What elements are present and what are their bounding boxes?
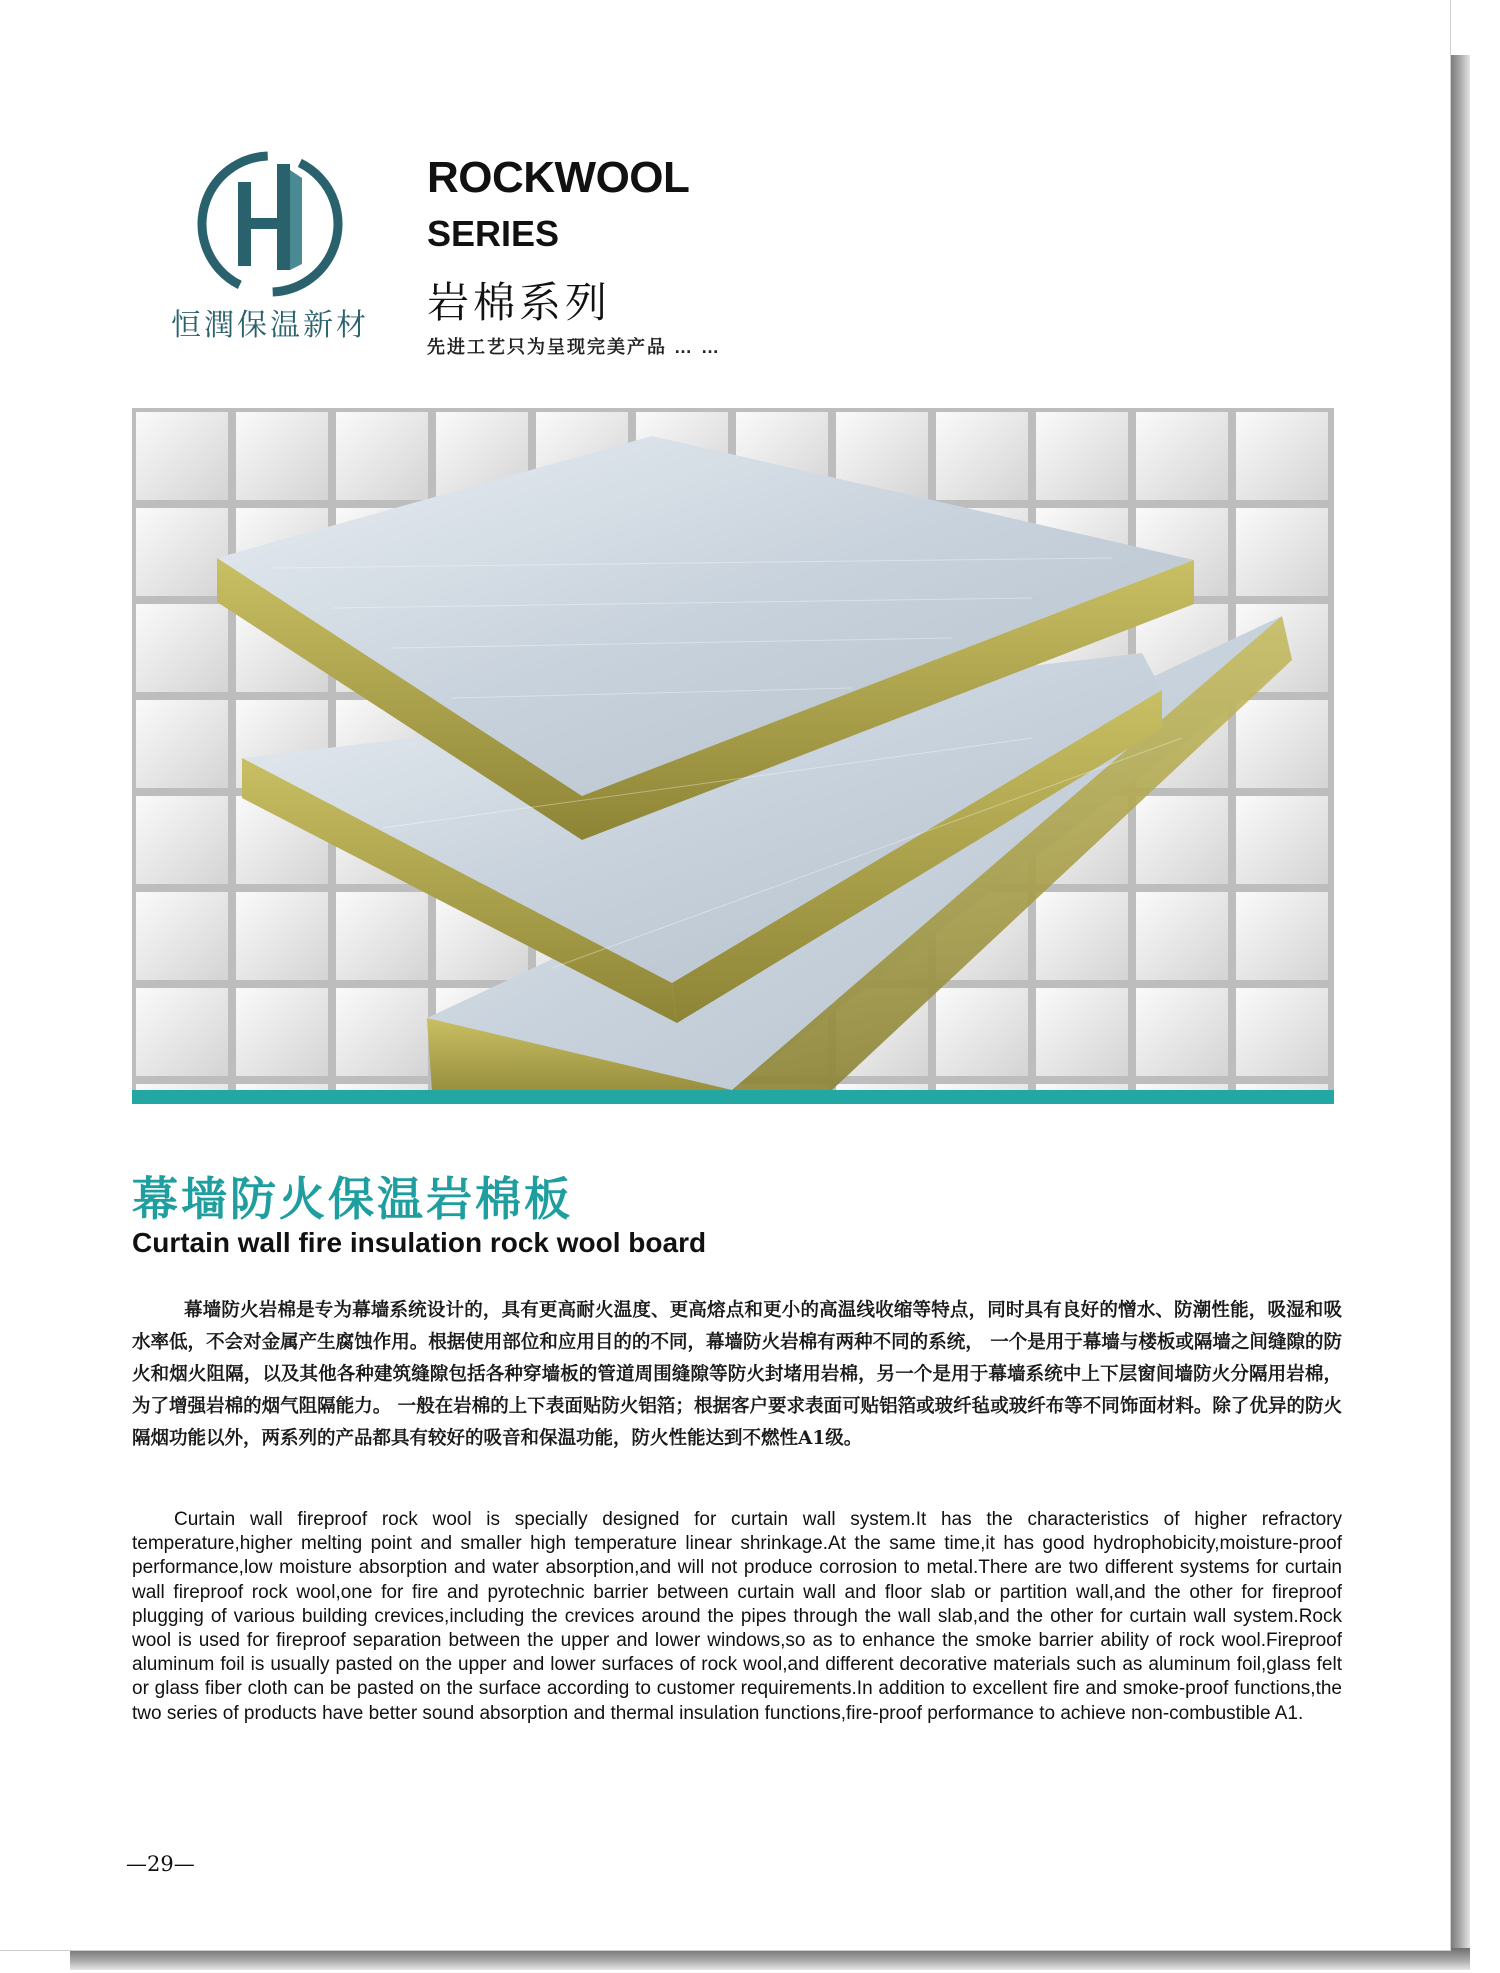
section-title-en: Curtain wall fire insulation rock wool board [132, 1227, 707, 1258]
description-cn: 幕墙防火岩棉是专为幕墙系统设计的，具有更高耐火温度、更高熔点和更小的高温线收缩等特点，同时具有良好的憎水、防潮性能，吸湿和吸水率低，不会对金属产生腐蚀作用。根据使用部位和应用目的的不同，幕墙防火岩棉有两种不同的系统， 一个是用于幕墙与楼板或隔墙之间缝隙的防火和烟火阻隔，以及其他各种建筑缝隙包括各种穿墙板的管道周围缝隙等防火封堵用岩棉，另一个是用于幕墙系统中上下层窗间墙防火分隔用岩棉，为了增强岩棉的烟气阻隔能力。 一般在岩棉的上下表面贴防火铝箔；根据客户要求表面可贴铝箔或玻纤毡或玻纤布等不同饰面材料。除了优异的防火隔烟功能以外，两系列的产品都具有较好的吸音和保温功能，防火性能达到不燃性A1级。 [132, 1300, 1342, 1449]
page-title-cn: 岩棉系列 [427, 279, 612, 326]
page-title: ROCKWOOL [427, 153, 690, 202]
page-subtitle: SERIES [427, 213, 560, 254]
tagline: 先进工艺只为呈现完美产品 … … [427, 337, 722, 357]
product-photo [132, 408, 1334, 1090]
page-number: —29— [126, 1852, 195, 1876]
page-shadow-right [1448, 55, 1470, 1960]
section-title-cn: 幕墙防火保温岩棉板 [132, 1173, 573, 1225]
description-en: Curtain wall fireproof rock wool is specially designed for curtain wall system.It has the characteristics of higher refractory temperature,higher melting point and smaller high temperature linear shrinkage.At the same time,it has good hydrophobicity,moisture-proof performance,low moisture absorption and water absorption,and will not produce corrosion to metal.There are two different systems for curtain wall fireproof rock wool,one for fire and pyrotechnic barrier between curtain wall and floor slab or partition wall,and the other for fireproof plugging of various building crevices,including the crevices around the pipes through the wall slab,and the other for curtain wall system.Rock wool is used for fireproof separation between the upper and lower windows,so as to enhance the smoke barrier ability of rock wool.Fireproof aluminum foil is usually pasted on the upper and lower surfaces of rock wool,and different decorative materials such as aluminum foil,glass felt or glass fiber cloth can be pasted on the surface according to customer requirements.In addition to excellent fire and smoke-proof functions,the two series of products have better sound absorption and thermal insulation functions,fire-proof performance to achieve non-combustible A1. [132, 1509, 1342, 1724]
logo-emblem-icon [160, 140, 380, 320]
company-logo [160, 140, 380, 350]
logo-text: 恒潤保温新材 [171, 308, 369, 343]
page-shadow-bottom [70, 1948, 1470, 1970]
divider-bar [132, 1090, 1334, 1104]
